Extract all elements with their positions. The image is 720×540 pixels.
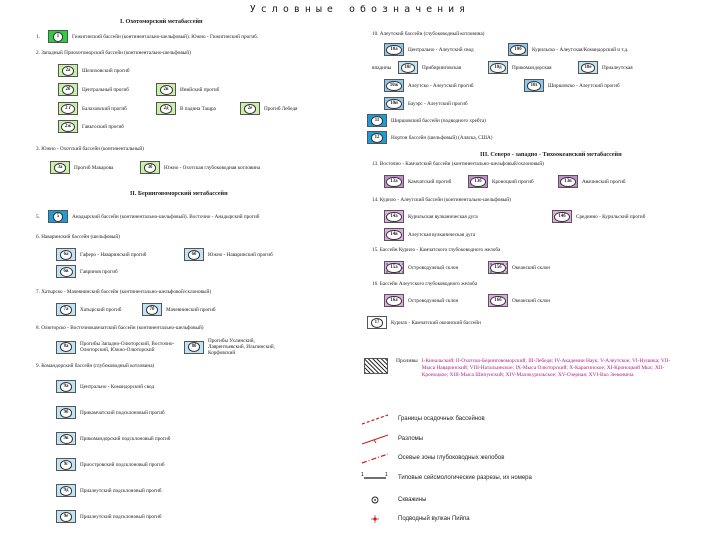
legend-label: Анадырский бассейн (континентально-шельфовый). Восточно - Анадырский прогиб — [72, 213, 260, 220]
legend-swatch — [508, 43, 528, 56]
legend-entry-9-2 — [56, 432, 174, 445]
legend-label: Курильско - Алеутская/Командорский и т.д. — [532, 46, 629, 53]
group-number: 9. — [36, 363, 40, 369]
legend-swatch — [240, 102, 260, 115]
axis-line-icon — [360, 451, 390, 465]
legend-entry-3a — [50, 161, 264, 174]
legend-swatch — [384, 228, 404, 241]
group-title: Южно - Охотский бассейн (континентальный) — [41, 146, 144, 152]
group-heading-8 — [36, 325, 204, 331]
symbol-legend-item — [360, 512, 470, 526]
legend-swatch — [156, 83, 176, 96]
legend-swatch — [140, 161, 160, 174]
symbol-legend-label: Скважины — [398, 497, 427, 503]
legend-label: Океанский склон — [512, 264, 551, 271]
legend-entry-6v — [56, 265, 122, 278]
legend-entry-10i — [384, 97, 472, 110]
legend-entry-6a — [56, 248, 277, 261]
legend-swatch — [384, 294, 404, 307]
swatch-code: 2в — [160, 85, 173, 95]
group-number: 13. — [372, 161, 379, 167]
svg-text:1: 1 — [361, 472, 364, 478]
legend-label: Камчатский прогиб — [408, 178, 452, 185]
legend-swatch — [56, 458, 76, 471]
symbol-legend-label: Разломы — [398, 436, 424, 442]
swatch-code: 9д — [60, 486, 73, 496]
swatch-code: 6б — [188, 250, 201, 260]
group-title: Наваринский бассейн (шельфовый) — [41, 234, 120, 240]
group-heading-14 — [372, 197, 511, 203]
legend-label: Инийский прогиб — [180, 86, 220, 93]
legend-label: Алеутско - Алеутский прогиб — [408, 82, 474, 89]
swatch-code: 2 г — [61, 104, 75, 114]
group-heading-10 — [372, 31, 484, 37]
swatch-code: 10б — [510, 45, 525, 55]
legend-label: Прогибы Западно-Олюторский, Восточно-Олюторский, Южно-Олюторский — [80, 341, 175, 353]
section-heading-2: II. Беринговоморский метабассейн — [130, 190, 228, 197]
legend-label: Прогиб Макарова — [74, 164, 114, 171]
legend-label: Центральный прогиб — [82, 86, 129, 93]
legend-label: Балаховский прогиб — [82, 105, 127, 112]
legend-swatch — [384, 261, 404, 274]
swatch-code: 3а — [54, 163, 67, 173]
legend-label: Прибиринговская — [422, 64, 462, 71]
legend-entry-9-0 — [56, 380, 158, 393]
legend-label: Центрально - Командорский свод — [80, 383, 155, 390]
group-title: Курило - Алеутский бассейн (континентально-шельфовый) — [379, 197, 511, 203]
swatch-code: 7а — [60, 305, 73, 315]
legend-swatch — [48, 210, 68, 223]
legend-label: Приалеутский подсклоновый прогиб — [80, 513, 162, 520]
legend-label: Бауэрс - Алеутский прогиб — [408, 100, 468, 107]
group-number: 3. — [36, 146, 40, 152]
legend-swatch — [56, 265, 76, 278]
swatch-code: 12 — [371, 133, 384, 143]
legend-swatch — [367, 316, 387, 329]
swatch-code: 6а — [60, 250, 73, 260]
legend-entry-7a — [56, 303, 220, 316]
swatch-code: 14в — [386, 230, 401, 240]
swatch-code: 2а — [62, 66, 75, 76]
legend-swatch — [56, 303, 76, 316]
legend-label: Приалеутская — [602, 64, 633, 71]
legend-swatch — [58, 83, 78, 96]
swatch-code: 2ж — [61, 122, 75, 132]
legend-swatch — [58, 120, 78, 133]
legend-entry-2a — [58, 64, 134, 77]
group-heading-2 — [36, 50, 191, 56]
legend-swatch — [58, 102, 78, 115]
swatch-code: 10е — [581, 63, 596, 73]
group-title: Восточно - Камчатский бассейн (континентально-шельфовый/склоновый) — [379, 161, 544, 167]
group-number: 2. — [36, 50, 40, 56]
legend-swatch — [384, 79, 404, 92]
legend-swatch — [552, 210, 572, 223]
legend-entry-13a — [384, 175, 630, 188]
legend-label: Курильская вулканическая дуга — [408, 213, 478, 220]
legend-label: Кроноцкий прогиб — [492, 178, 534, 185]
legend-label: Шелиховский прогиб — [82, 67, 130, 74]
legend-swatch — [56, 341, 76, 354]
legend-label: В падина Тащра — [180, 105, 216, 112]
legend-swatch — [558, 175, 578, 188]
legend-entry-10zh — [384, 79, 624, 92]
legend-entry-2zh — [58, 120, 128, 133]
legend-swatch — [56, 248, 76, 261]
group-title: Хатырско - Мачевнинский бассейн (континентально-шельфовой/склоновый) — [41, 289, 211, 295]
legend-label: Островодужный склон — [408, 264, 459, 271]
legend-entry-1 — [36, 30, 262, 43]
legend-swatch — [56, 380, 76, 393]
legend-entry-9-1 — [56, 406, 169, 419]
legend-label: Прикамчатский подсклоновый прогиб — [80, 409, 165, 416]
legend-entry-8a — [56, 338, 292, 356]
legend-swatch — [488, 61, 508, 74]
legend-label: Приалеутский подсклоновый прогиб — [80, 487, 162, 494]
group-title: Алеутский бассейн (глубоководный котловина) — [379, 31, 485, 37]
legend-label: Мачевнинский прогиб — [166, 306, 216, 313]
swatch-code: 10г — [401, 63, 416, 73]
legend-label: Ширшовско - Алеутский прогиб — [548, 82, 620, 89]
legend-label: Приостровский подсклоновый прогиб — [80, 461, 165, 468]
swatch-code: 13в — [560, 177, 575, 187]
legend-entry-17 — [367, 316, 485, 329]
swatch-code: 7б — [146, 305, 159, 315]
legend-label: Прогибы Ухлинский, Лаврентьевский, Ильпинский, Корфовский — [208, 338, 275, 356]
legend-entry-9-3 — [56, 458, 169, 471]
group-title: Западный Приохотоморский бассейн (континентально-шельфовый) — [41, 50, 191, 56]
legend-swatch — [384, 210, 404, 223]
legend-label: Курило - Камчатский океанский бассейн — [391, 319, 481, 326]
legend-swatch — [58, 64, 78, 77]
group-number: 15. — [372, 247, 379, 253]
symbol-legend-item — [360, 432, 423, 446]
legend-swatch — [578, 61, 598, 74]
group-heading-9 — [36, 363, 154, 369]
group-title: Бассейн Алеутского глубоководного желоба — [379, 281, 478, 287]
symbol-legend-item — [360, 412, 485, 426]
dashed-line-icon — [360, 412, 390, 426]
swatch-code: 9г — [60, 460, 73, 470]
legend-swatch — [488, 294, 508, 307]
legend-entry-14v — [384, 228, 479, 241]
swatch-code: 3б — [144, 163, 157, 173]
legend-swatch — [50, 161, 70, 174]
legend-swatch — [384, 43, 404, 56]
legend-label: Прогиб Лебедя — [264, 105, 298, 112]
swatch-code: 5 — [53, 212, 63, 222]
legend-entry-16a — [384, 294, 554, 307]
legend-swatch — [468, 175, 488, 188]
legend-entry-10a — [384, 43, 632, 56]
row-prefix: впадины — [372, 64, 392, 71]
legend-label: Гаферо - Наваринский прогиб — [80, 251, 147, 258]
swatch-code: 10и — [386, 99, 402, 109]
swatch-code: 9б — [60, 408, 73, 418]
legend-label: Гавринов прогиб — [80, 268, 118, 275]
legend-label: Островодужный склон — [408, 297, 459, 304]
swatch-code: 13а — [386, 177, 401, 187]
fault-line-icon — [360, 432, 390, 446]
section-heading-3: III. Северо - западно - Тихоокеанский метабассейн — [480, 151, 622, 158]
legend-swatch — [384, 175, 404, 188]
swatch-code: 2б — [62, 85, 75, 95]
symbol-legend-label: Подводный вулкан Пийпа — [398, 516, 470, 522]
legend-label: Южно - Охотская глубоководная котловина — [164, 164, 261, 171]
legend-label: Ширшовский бассейн (подводного хребта) — [391, 117, 486, 124]
legend-label: Прикомандорский подсклоновый прогиб — [80, 435, 171, 442]
legend-label: Срединно - Курильский прогиб — [576, 213, 646, 220]
hatch-swatch-icon — [364, 358, 388, 374]
volcano-icon — [360, 512, 390, 526]
group-heading-15 — [372, 247, 500, 253]
swatch-code: 11 — [371, 116, 384, 126]
svg-text:1: 1 — [385, 472, 388, 478]
legend-swatch — [488, 261, 508, 274]
legend-swatch — [48, 30, 68, 43]
swatch-code: 10з — [527, 81, 542, 91]
swatch-code: 10а — [386, 45, 401, 55]
swatch-code: 16а — [386, 296, 401, 306]
symbol-legend-label: Осевые зоны глубоководных желобов — [398, 455, 505, 461]
swatch-code: 10д — [490, 63, 505, 73]
legend-entry-12 — [367, 131, 496, 144]
swatch-code: 10ж — [386, 81, 402, 91]
group-number: 1. — [36, 33, 40, 40]
legend-swatch — [184, 248, 204, 261]
legend-entry-11 — [367, 114, 490, 127]
legend-swatch — [384, 97, 404, 110]
group-number: 5. — [36, 213, 40, 220]
symbol-legend-label: Границы осадочных бассейнов — [398, 416, 485, 422]
section-heading-1: I. Охотоморский метабассейн — [120, 18, 203, 25]
group-title: Бассейн Курило - Камчатского глубоководного желоба — [379, 247, 501, 253]
legend-label: Центрально - Алеутский свод — [408, 46, 474, 53]
legend-label: Нортон бассейн (шельфовый) (Аляска, США) — [391, 134, 493, 141]
swatch-code: 8а — [60, 342, 73, 352]
swatch-code: 15а — [386, 263, 401, 273]
legend-label: Океанский склон — [512, 297, 551, 304]
legend-label: Гавьтоский прогиб — [82, 123, 124, 130]
legend-swatch — [56, 432, 76, 445]
legend-entry-10g — [372, 61, 637, 74]
legend-entry-5 — [36, 210, 263, 223]
legend-swatch — [367, 114, 387, 127]
group-heading-13 — [372, 161, 544, 167]
legend-swatch — [184, 341, 204, 354]
group-number: 14. — [372, 197, 379, 203]
group-heading-3 — [36, 146, 144, 152]
legend-swatch — [56, 406, 76, 419]
group-number: 8. — [36, 325, 40, 331]
legend-swatch — [56, 484, 76, 497]
symbol-legend-item — [360, 493, 426, 507]
group-title: Олюторско - Восточнокамчатский бассейн (континентально-шельфовый) — [41, 325, 204, 331]
swatch-code: 13б — [470, 177, 485, 187]
swatch-code: 9в — [60, 434, 73, 444]
legend-label: Авачинский прогиб — [582, 178, 626, 185]
symbol-legend-label: Типовые сейсмологические разрезы, их номера — [398, 475, 532, 481]
group-title: Командорский бассейн (глубоководный котловина) — [41, 363, 155, 369]
legend-swatch — [156, 102, 176, 115]
legend-swatch — [398, 61, 418, 74]
legend-entry-2b — [58, 83, 223, 96]
legend-label: Алеутская вулканическая дуга — [408, 231, 476, 238]
legend-swatch — [56, 510, 76, 523]
group-heading-7 — [36, 289, 211, 295]
swatch-code: 16б — [490, 296, 505, 306]
legend-label: Хатырский прогиб — [80, 306, 122, 313]
page-title: Условные обозначения — [249, 4, 471, 15]
group-heading-16 — [372, 281, 477, 287]
group-number: 6. — [36, 234, 40, 240]
swatch-code: 14б — [554, 212, 569, 222]
legend-label: Проливы — [396, 358, 418, 364]
legend-entry-9-4 — [56, 484, 166, 497]
group-number: 7. — [36, 289, 40, 295]
legend-entry-passes — [364, 358, 682, 379]
legend-entry-14a — [384, 210, 649, 223]
legend-entry-9-5 — [56, 510, 166, 523]
legend-swatch — [142, 303, 162, 316]
swatch-code: 2е — [244, 104, 257, 114]
group-number: 10. — [372, 31, 379, 37]
symbol-legend-item — [360, 451, 504, 465]
swatch-code: 17 — [371, 318, 384, 328]
legend-entry-2g — [58, 102, 301, 115]
swatch-code: 1 — [53, 32, 63, 42]
swatch-code: 2д — [160, 104, 173, 114]
passes-list: I-Кинальский; II-Охотско-Беринговоморский; III-Лебедя; IV-Академии Наук; V-Алеутское; VI-Нушика; VII-Мыса Наваринский; VIII-Натальинское; IX-Мыса Олюторский; X-Карагинское; XI-Кроноцкий Мыс; XII-Кроноцкое; XIII-Мыса Шипунский; XIV-Малокурильское; XV-Озерная; XVI-Вал Зенкевича — [421, 358, 671, 378]
swatch-code: 9е — [60, 512, 73, 522]
legend-label: Гижигинский бассейн (континентально-шельфовый). Южно - Гижигинский прогиб. — [72, 33, 259, 40]
swatch-code: 15б — [490, 263, 505, 273]
seismic-profile-icon — [360, 471, 390, 485]
group-number: 16. — [372, 281, 379, 287]
swatch-code: 6в — [60, 267, 73, 277]
swatch-code: 9а — [60, 382, 73, 392]
group-heading-6 — [36, 234, 120, 240]
legend-label: Прикомандорская — [512, 64, 552, 71]
well-icon — [360, 493, 390, 507]
legend-entry-15a — [384, 261, 554, 274]
swatch-code: 14а — [386, 212, 401, 222]
legend-swatch — [367, 131, 387, 144]
legend-label: Южно - Наваринский прогиб — [208, 251, 273, 258]
symbol-legend-item — [360, 471, 532, 485]
swatch-code: 8б — [188, 342, 201, 352]
legend-swatch — [524, 79, 544, 92]
